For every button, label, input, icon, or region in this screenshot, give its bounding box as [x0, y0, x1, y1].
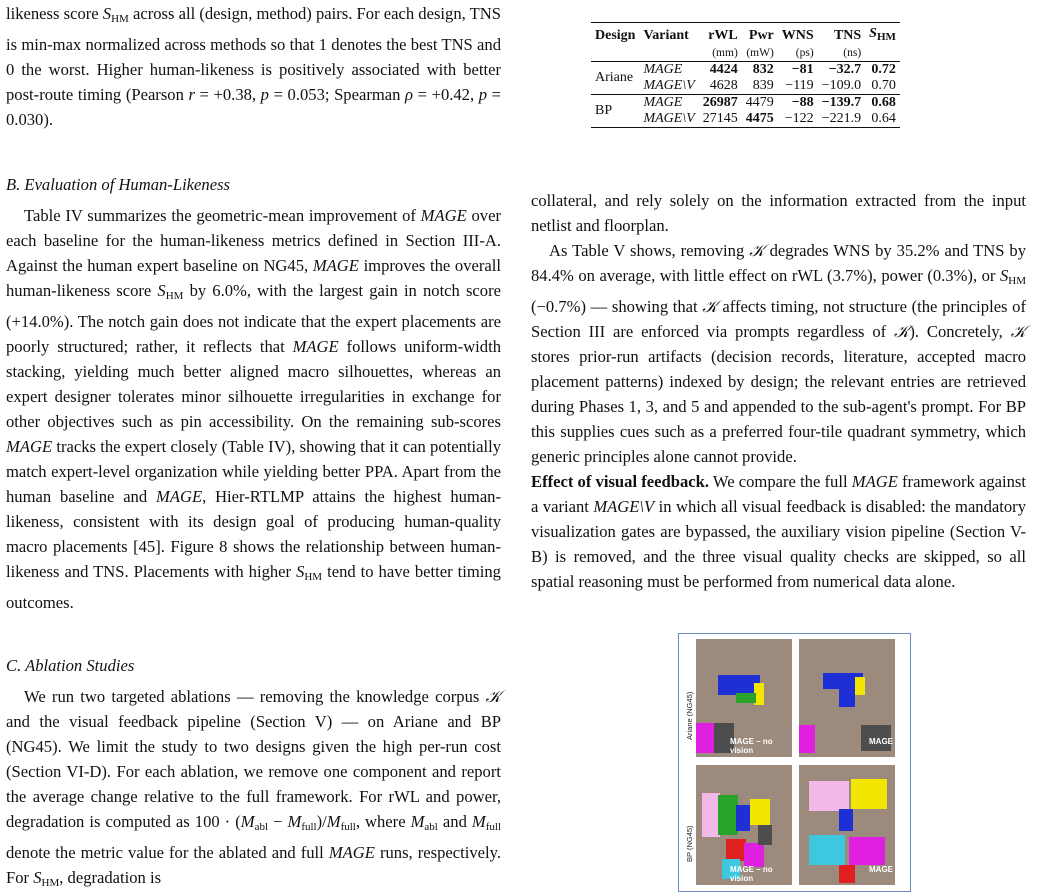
tile-bp-no-vision — [696, 765, 792, 885]
paragraph-c: We run two targeted ablations — removing the knowledge corpus 𝒦 and the visual feedback pipeline (Section V) — on Ariane and BP (NG45). We limit the study to two designs given the high per-run cost (Section VI-D). For each ablation, we remove one component and report the average change relative to the full framework. For rWL and power, degradation is computed as $100 \cdot (M_{abl} - M_{full})/M_{full}$, where $M_{abl}$ and $M_{full}$ denote the metric value for the ablated and full MAGE runs, respectively. For $S_{HM}$, degradation is — [6, 687, 502, 889]
cell-tns: −32.7 — [818, 62, 865, 79]
tile-ariane-no-vision — [696, 639, 792, 757]
cell-tns: −109.0 — [821, 78, 862, 93]
table-row — [591, 62, 900, 79]
cell-shm: 0.64 — [865, 111, 900, 128]
col-design: Design — [591, 23, 639, 46]
row-label-bp: BP (NG45) — [685, 825, 694, 862]
unit-wns: (ps) — [795, 47, 814, 59]
cell-variant: MAGE\V — [643, 78, 695, 93]
cell-variant: MAGE — [639, 95, 698, 112]
cell-wns: −119 — [785, 78, 814, 93]
cell-shm: 0.68 — [865, 95, 900, 112]
cell-rwl: 27145 — [699, 111, 742, 128]
unit-pwr: (mW) — [746, 47, 774, 59]
table-header-row — [591, 23, 900, 46]
paragraph-r3-head: Effect of visual feedback. — [531, 472, 709, 491]
placement-figure — [678, 633, 911, 892]
cell-rwl: 26987 — [699, 95, 742, 112]
row-label-ariane: Ariane (NG45) — [685, 691, 694, 740]
paragraph-r3: Effect of visual feedback. We compare the full MAGE framework against a variant MAGE\V in which all visual feedback is disabled: the mandatory visualization gates are bypassed, the auxiliary vision pipeline (Section V-B) is removed, and the three visual quality checks are skipped, so all spatial reasoning must be performed from numerical data alone. — [531, 472, 1027, 591]
section-heading-b: B. Evaluation of Human-Likeness — [6, 175, 230, 194]
paragraph-b: Table IV summarizes the geometric-mean improvement of MAGE over each baseline for the human-likeness metrics defined in Section III-A. Against the human expert baseline on NG45, MAGE improves the overall human-likeness score $S_{HM}$ by 6.0%, with the largest gain in notch score (+14.0%). The notch gain does not indicate that the expert placements are poorly structured; rather, it reflects that MAGE follows uniform-width stacking, yielding much better aligned macro silhouettes, whereas an expert designer tolerates minor silhouette irregularities in exchange for other objectives such as pin accessibility. On the remaining sub-scores MAGE tracks the expert closely (Table IV), showing that it can potentially match expert-level organization while yielding better PPA. Apart from the human baseline and MAGE, Hier-RTLMP attains the highest human-likeness, consistent with its design goal of producing human-quality macro placements [45]. Figure 8 shows the relationship between human-likeness and TNS. Placements with higher $S_{HM}$ tend to have better timing outcomes. — [6, 206, 502, 612]
col-tns: TNS — [818, 23, 865, 46]
tile-bp-mage — [799, 765, 895, 885]
cell-variant: MAGE — [639, 62, 698, 79]
unit-tns: (ns) — [843, 47, 862, 59]
paragraph-r2: As Table V shows, removing 𝒦 degrades WNS by 35.2% and TNS by 84.4% on average, with little effect on rWL (3.7%), power (0.3%), or $S_{HM}$ (−0.7%) — showing that 𝒦 affects timing, not structure (the principles of Section III are enforced via prompts regardless of 𝒦). Concretely, 𝒦 stores prior-run artifacts (decision records, literature, accepted macro placement patterns) indexed by design; the relevant entries are retrieved during Phases 1, 3, and 5 and appended to the sub-agent's prompt. For BP this supplies cues such as a preferred four-tile quadrant symmetry, which generic principles alone cannot provide. — [531, 241, 1027, 466]
cell-tns: −139.7 — [818, 95, 865, 112]
ablation-table — [591, 22, 900, 128]
tile-label: MAGE – no vision — [730, 737, 773, 755]
tile-label: MAGE – no vision — [730, 865, 773, 883]
cell-pwr: 4479 — [742, 95, 778, 112]
section-heading-c: C. Ablation Studies — [6, 656, 135, 675]
table-units-row — [591, 45, 900, 62]
cell-tns: −221.9 — [818, 111, 865, 128]
col-wns: WNS — [778, 23, 818, 46]
table-row — [591, 95, 900, 112]
cell-pwr: 4475 — [742, 111, 778, 128]
cell-wns: −81 — [778, 62, 818, 79]
cell-shm: 0.72 — [865, 62, 900, 79]
cell-design: BP — [591, 95, 639, 128]
col-rwl: rWL — [699, 23, 742, 46]
cell-rwl: 4424 — [699, 62, 742, 79]
cell-pwr: 832 — [742, 62, 778, 79]
cell-variant: MAGE\V — [639, 111, 698, 128]
cell-wns: −88 — [778, 95, 818, 112]
col-variant: Variant — [639, 23, 698, 46]
cell-shm: 0.70 — [871, 78, 896, 93]
tile-ariane-mage — [799, 639, 895, 757]
col-shm: $S_{HM}$ — [865, 23, 900, 46]
paragraph-r1: collateral, and rely solely on the information extracted from the input netlist and floorplan. — [531, 191, 1026, 235]
cell-rwl: 4628 — [709, 78, 738, 93]
unit-rwl: (mm) — [712, 47, 738, 59]
cell-wns: −122 — [778, 111, 818, 128]
cell-pwr: 839 — [752, 78, 774, 93]
cell-design: Ariane — [591, 62, 639, 95]
right-column — [531, 188, 1026, 594]
tile-label: MAGE — [869, 737, 893, 746]
paragraph-top: likeness score $S_{HM}$ across all (design, method) pairs. For each design, TNS is min-max normalized across methods so that 1 denotes the best TNS and 0 the worst. Higher human-likeness is positively associated with better post-route timing (Pearson r = +0.38, p = 0.053; Spearman ρ = +0.42, p = 0.030). — [6, 4, 501, 129]
tile-label: MAGE — [869, 865, 893, 874]
col-pwr: Pwr — [742, 23, 778, 46]
left-column — [6, 0, 501, 896]
